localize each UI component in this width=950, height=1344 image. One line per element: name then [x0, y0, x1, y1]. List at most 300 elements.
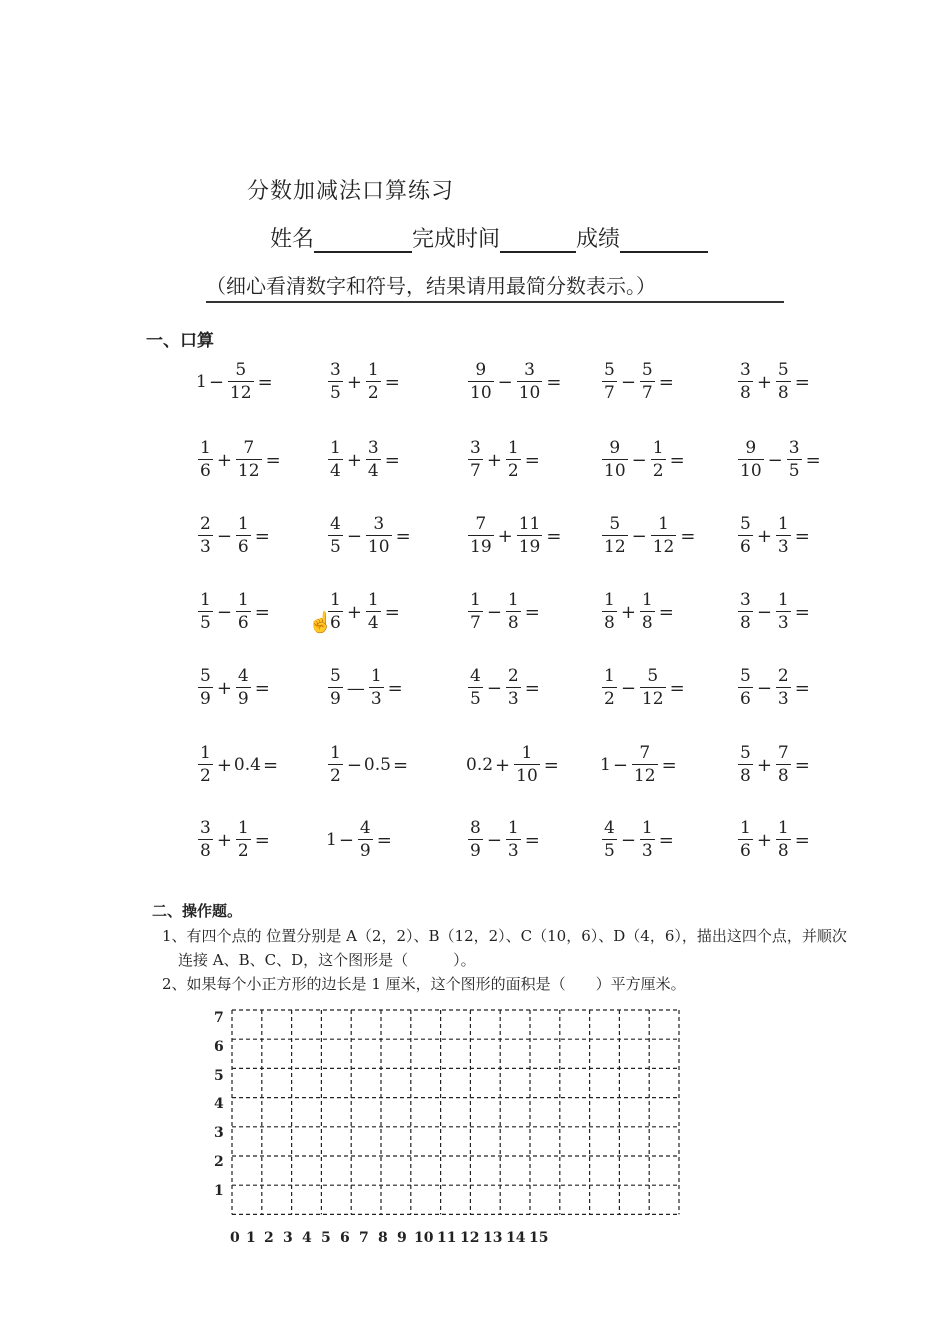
numerator: 1	[652, 438, 664, 458]
exercise-item	[466, 362, 563, 402]
exercise-item	[466, 820, 542, 860]
denominator: 12	[229, 383, 252, 403]
denominator: 3	[200, 537, 211, 557]
denominator: 8	[777, 766, 789, 786]
numerator: 1	[777, 590, 789, 610]
numerator: 1	[507, 590, 519, 610]
numerator: 9	[609, 438, 621, 458]
numerator: 1	[604, 666, 615, 686]
fraction	[776, 820, 791, 860]
numerator: 5	[604, 360, 615, 380]
denominator: 6	[740, 537, 751, 557]
denominator: 9	[330, 689, 341, 709]
exercise-item	[326, 745, 410, 785]
operator: +	[756, 525, 772, 547]
fraction	[369, 668, 384, 708]
score-blank[interactable]	[620, 225, 708, 253]
operator: —	[346, 677, 365, 699]
equals-sign: =	[254, 601, 270, 623]
equals-sign: =	[254, 829, 270, 851]
score-label: 成绩	[576, 227, 621, 252]
denominator: 2	[652, 461, 664, 481]
denominator: 12	[641, 689, 664, 709]
x-axis-label: 1	[246, 1230, 256, 1246]
denominator: 7	[641, 383, 653, 403]
fraction	[468, 362, 494, 402]
numerator: 1	[507, 818, 519, 838]
fraction	[776, 362, 791, 402]
fraction	[602, 820, 617, 860]
denominator: 10	[604, 461, 626, 481]
denominator: 6	[740, 841, 751, 861]
fraction	[738, 820, 753, 860]
operator: −	[486, 601, 502, 623]
fraction	[468, 820, 483, 860]
equals-sign: =	[543, 754, 559, 776]
fraction	[228, 362, 254, 402]
equals-sign: =	[384, 601, 400, 623]
denominator: 2	[507, 461, 519, 481]
fraction	[328, 440, 343, 480]
equals-sign: =	[524, 829, 540, 851]
equals-sign: =	[384, 449, 400, 471]
operator: −	[767, 449, 783, 471]
numerator: 3	[367, 438, 379, 458]
fraction	[640, 362, 655, 402]
denominator: 8	[604, 613, 615, 633]
denominator: 12	[237, 461, 260, 481]
student-info-line	[270, 222, 708, 253]
fraction	[328, 362, 343, 402]
denominator: 5	[604, 841, 615, 861]
denominator: 3	[507, 841, 519, 861]
coordinate-grid[interactable]	[230, 1008, 682, 1222]
x-axis-label: 3	[283, 1230, 293, 1246]
numerator: 4	[359, 818, 371, 838]
equals-sign: =	[658, 601, 674, 623]
numerator: 5	[609, 514, 621, 534]
fraction	[651, 440, 666, 480]
equals-sign: =	[794, 525, 810, 547]
fraction	[236, 516, 251, 556]
numerator: 1	[641, 590, 653, 610]
fraction	[787, 440, 802, 480]
operator: −	[497, 371, 513, 393]
denominator: 8	[740, 613, 751, 633]
operator: +	[216, 829, 232, 851]
number: 1	[196, 372, 207, 392]
fraction	[640, 668, 666, 708]
equals-sign: =	[546, 525, 562, 547]
fraction	[198, 745, 213, 785]
numerator: 1	[604, 590, 615, 610]
equals-sign: =	[805, 449, 821, 471]
numerator: 1	[200, 438, 211, 458]
fraction	[514, 745, 540, 785]
fraction	[632, 745, 658, 785]
number: 0.5	[363, 755, 391, 775]
fraction	[366, 592, 381, 632]
numerator: 2	[200, 514, 211, 534]
numerator: 5	[200, 666, 211, 686]
section1-title: 一、口算	[146, 331, 214, 351]
denominator: 12	[652, 537, 675, 557]
section2-title: 二、操作题。	[152, 902, 243, 920]
numerator: 1	[777, 818, 789, 838]
equals-sign: =	[254, 677, 270, 699]
fraction	[640, 820, 655, 860]
numerator: 3	[740, 360, 751, 380]
numerator: 3	[373, 514, 385, 534]
y-axis-label: 1	[214, 1182, 224, 1199]
equals-sign: =	[524, 677, 540, 699]
denominator: 8	[740, 766, 751, 786]
numerator: 3	[740, 590, 751, 610]
y-axis-label: 2	[214, 1154, 224, 1170]
exercise-item	[196, 440, 283, 480]
exercise-item	[326, 362, 402, 402]
fraction	[738, 440, 764, 480]
numerator: 1	[237, 590, 249, 610]
equals-sign: =	[376, 829, 392, 851]
denominator: 8	[777, 383, 789, 403]
numerator: 1	[367, 360, 379, 380]
equals-sign: =	[794, 829, 810, 851]
exercise-item	[600, 668, 687, 708]
fraction	[236, 820, 251, 860]
fraction	[517, 362, 543, 402]
numerator: 1	[641, 818, 653, 838]
x-axis-label: 13	[483, 1230, 503, 1246]
denominator: 8	[641, 613, 653, 633]
equals-sign: =	[661, 754, 677, 776]
fraction	[640, 592, 655, 632]
x-axis-label: 2	[264, 1230, 274, 1246]
x-axis-label: 14	[506, 1230, 526, 1246]
numerator: 1	[521, 743, 533, 763]
equals-sign: =	[392, 754, 409, 776]
numerator: 5	[647, 666, 659, 686]
exercise-item	[196, 592, 272, 632]
denominator: 6	[330, 613, 341, 633]
operator: −	[631, 449, 647, 471]
fraction	[198, 668, 213, 708]
operator: −	[620, 677, 636, 699]
operator: +	[495, 754, 511, 776]
exercise-item	[466, 592, 542, 632]
numerator: 1	[658, 514, 669, 534]
exercise-item	[736, 820, 812, 860]
exercise-item	[466, 668, 542, 708]
denominator: 8	[507, 613, 519, 633]
numerator: 4	[237, 666, 249, 686]
equals-sign: =	[265, 449, 281, 471]
equals-sign: =	[387, 677, 403, 699]
operator: −	[620, 371, 636, 393]
operator: +	[756, 371, 772, 393]
numerator: 8	[470, 818, 481, 838]
exercise-item	[736, 592, 812, 632]
fraction	[738, 592, 753, 632]
denominator: 6	[237, 537, 249, 557]
time-label: 完成时间	[412, 227, 501, 252]
equals-sign: =	[546, 371, 562, 393]
denominator: 5	[470, 689, 481, 709]
equals-sign: =	[524, 601, 540, 623]
numerator: 1	[330, 590, 341, 610]
exercise-item	[466, 516, 563, 556]
denominator: 9	[359, 841, 371, 861]
exercise-item	[736, 362, 812, 402]
fraction	[738, 362, 753, 402]
denominator: 8	[200, 841, 211, 861]
y-axis-label: 7	[214, 1010, 224, 1026]
operator: −	[620, 829, 636, 851]
operator: −	[631, 525, 647, 547]
denominator: 5	[330, 383, 341, 403]
exercise-item	[196, 362, 275, 402]
x-axis-label: 5	[321, 1230, 331, 1246]
fraction	[506, 440, 521, 480]
numerator: 1	[330, 438, 341, 458]
fraction	[506, 668, 521, 708]
operator: −	[486, 829, 502, 851]
equals-sign: =	[794, 677, 810, 699]
operator: −	[756, 677, 772, 699]
operator: −	[486, 677, 502, 699]
denominator: 9	[470, 841, 481, 861]
numerator: 2	[507, 666, 519, 686]
numerator: 1	[237, 514, 249, 534]
y-axis-label: 3	[214, 1125, 224, 1142]
fraction	[776, 592, 791, 632]
denominator: 3	[777, 537, 789, 557]
x-axis-label: 4	[302, 1230, 312, 1246]
fraction	[328, 516, 343, 556]
operator: −	[216, 601, 232, 623]
operator: +	[756, 754, 772, 776]
denominator: 2	[604, 689, 615, 709]
numerator: 3	[200, 818, 211, 838]
fraction	[236, 440, 262, 480]
fraction	[198, 592, 213, 632]
fraction	[236, 592, 251, 632]
equals-sign: =	[262, 754, 279, 776]
fraction	[602, 516, 628, 556]
fraction	[468, 516, 494, 556]
operator: +	[346, 449, 362, 471]
operator: +	[216, 754, 232, 776]
denominator: 2	[200, 766, 211, 786]
question-1-line-1: 1、有四个点的 位置分别是 A（2，2）、B（12，2）、C（10，6）、D（4，6），描出这四个点，并顺次	[162, 927, 847, 945]
numerator: 9	[745, 438, 757, 458]
operator: +	[620, 601, 636, 623]
denominator: 19	[518, 537, 541, 557]
equals-sign: =	[658, 829, 674, 851]
equals-sign: =	[680, 525, 696, 547]
numerator: 1	[200, 743, 211, 763]
exercise-item	[600, 820, 676, 860]
numerator: 5	[235, 360, 247, 380]
numerator: 1	[507, 438, 519, 458]
exercise-item	[326, 440, 402, 480]
x-axis-label: 11	[437, 1230, 457, 1246]
denominator: 8	[740, 383, 751, 403]
numerator: 5	[641, 360, 653, 380]
numerator: 4	[330, 514, 341, 534]
question-1-line-2: 连接 A、B、C、D，这个图形是（ ）。	[178, 951, 476, 969]
fraction	[468, 668, 483, 708]
exercise-item	[326, 820, 394, 860]
exercise-item	[196, 745, 280, 785]
denominator: 10	[516, 766, 538, 786]
fraction	[602, 440, 628, 480]
fraction	[198, 440, 213, 480]
numerator: 9	[475, 360, 487, 380]
equals-sign: =	[254, 525, 270, 547]
fraction	[738, 745, 753, 785]
number: 1	[326, 830, 337, 850]
equals-sign: =	[658, 371, 674, 393]
operator: −	[216, 525, 232, 547]
fraction	[468, 440, 483, 480]
operator: −	[338, 829, 354, 851]
denominator: 5	[788, 461, 800, 481]
question-2: 2、如果每个小正方形的边长是 1 厘米，这个图形的面积是（ ）平方厘米。	[162, 975, 686, 993]
fraction	[198, 820, 213, 860]
numerator: 2	[777, 666, 789, 686]
fraction	[358, 820, 373, 860]
denominator: 3	[777, 613, 789, 633]
numerator: 11	[518, 514, 541, 534]
denominator: 6	[200, 461, 211, 481]
operator: +	[756, 829, 772, 851]
exercise-item	[196, 668, 272, 708]
numerator: 3	[524, 360, 535, 380]
exercise-item	[600, 440, 687, 480]
numerator: 3	[470, 438, 481, 458]
numerator: 4	[604, 818, 615, 838]
numerator: 1	[330, 743, 341, 763]
numerator: 7	[475, 514, 487, 534]
operator: +	[346, 371, 362, 393]
denominator: 2	[330, 766, 341, 786]
time-blank[interactable]	[500, 225, 576, 253]
exercise-item	[326, 516, 413, 556]
exercise-item	[736, 516, 812, 556]
denominator: 4	[330, 461, 341, 481]
operator: −	[612, 754, 628, 776]
exercise-item	[326, 668, 405, 708]
denominator: 7	[470, 461, 481, 481]
exercise-item	[736, 440, 823, 480]
worksheet-title: 分数加减法口算练习	[247, 179, 455, 204]
numerator: 1	[237, 818, 249, 838]
denominator: 9	[200, 689, 211, 709]
fraction	[468, 592, 483, 632]
number: 0.4	[233, 755, 261, 775]
denominator: 10	[518, 383, 541, 403]
fraction	[738, 668, 753, 708]
fraction	[776, 516, 791, 556]
denominator: 7	[470, 613, 481, 633]
x-axis-label: 0	[230, 1230, 240, 1246]
fraction	[366, 440, 381, 480]
fraction	[506, 592, 521, 632]
denominator: 9	[237, 689, 249, 709]
numerator: 1	[367, 590, 379, 610]
fraction	[602, 668, 617, 708]
operator: −	[346, 525, 362, 547]
numerator: 5	[740, 514, 751, 534]
name-label: 姓名	[270, 227, 315, 252]
exercise-item	[600, 516, 697, 556]
y-axis-label: 4	[214, 1096, 224, 1113]
operator: +	[486, 449, 502, 471]
x-axis-label: 12	[460, 1230, 480, 1246]
equals-sign: =	[395, 525, 411, 547]
exercise-item	[600, 592, 676, 632]
numerator: 5	[777, 360, 789, 380]
denominator: 2	[237, 841, 249, 861]
equals-sign: =	[794, 371, 810, 393]
denominator: 12	[604, 537, 626, 557]
fraction	[738, 516, 753, 556]
fraction	[776, 668, 791, 708]
operator: +	[346, 601, 362, 623]
exercise-item	[466, 440, 542, 480]
denominator: 4	[367, 613, 379, 633]
exercise-item	[736, 745, 812, 785]
denominator: 3	[370, 689, 382, 709]
fraction	[651, 516, 677, 556]
fraction	[328, 745, 343, 785]
fraction	[366, 516, 392, 556]
equals-sign: =	[794, 754, 810, 776]
fraction	[366, 362, 381, 402]
exercise-item	[196, 820, 272, 860]
denominator: 8	[777, 841, 789, 861]
denominator: 10	[470, 383, 492, 403]
denominator: 5	[330, 537, 341, 557]
denominator: 10	[740, 461, 762, 481]
numerator: 5	[740, 743, 751, 763]
x-axis-label: 7	[359, 1230, 369, 1246]
x-axis-label: 15	[529, 1230, 549, 1246]
fraction	[602, 592, 617, 632]
equals-sign: =	[794, 601, 810, 623]
equals-sign: =	[257, 371, 273, 393]
operator: −	[208, 371, 224, 393]
name-blank[interactable]	[314, 225, 412, 253]
denominator: 12	[633, 766, 656, 786]
numerator: 1	[470, 590, 481, 610]
denominator: 3	[641, 841, 653, 861]
numerator: 7	[639, 743, 651, 763]
number: 0.2	[466, 755, 494, 775]
numerator: 1	[370, 666, 382, 686]
numerator: 3	[788, 438, 800, 458]
denominator: 7	[604, 383, 615, 403]
exercise-item	[196, 516, 272, 556]
fraction	[776, 745, 791, 785]
equals-sign: =	[384, 371, 400, 393]
operator: −	[346, 754, 362, 776]
denominator: 5	[200, 613, 211, 633]
exercise-item	[600, 745, 679, 785]
exercise-item	[326, 592, 402, 632]
denominator: 3	[777, 689, 789, 709]
